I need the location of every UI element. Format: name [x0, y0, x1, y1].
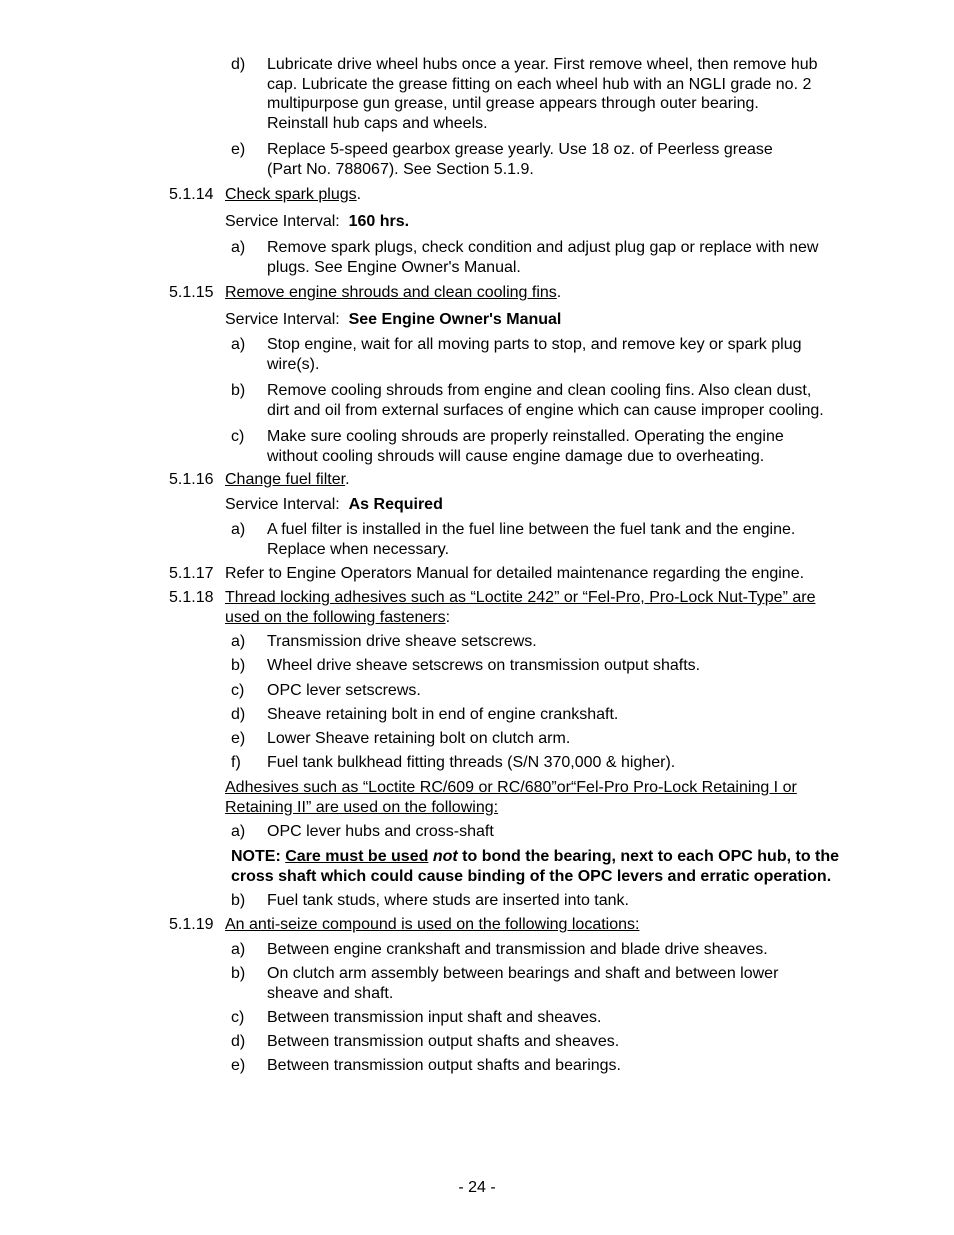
item-label: a) — [231, 521, 246, 538]
item-text: (Part No. 788067). See Section 5.1.9. — [267, 160, 534, 178]
section-number: 5.1.17 — [169, 565, 214, 582]
item-text: plugs. See Engine Owner's Manual. — [267, 258, 521, 276]
subsection-title: Retaining II” are used on the following: — [225, 798, 499, 816]
item-label: b) — [231, 657, 246, 674]
item-text: multipurpose gun grease, until grease appears through outer bearing. — [267, 95, 759, 112]
item-text: Between engine crankshaft and transmission and blade drive sheaves. — [267, 941, 768, 958]
item-text: sheave and shaft. — [267, 984, 394, 1002]
item-text: A fuel filter is installed in the fuel line between the fuel tank and the engine. — [267, 521, 796, 538]
item-label: c) — [231, 428, 245, 445]
subsection-title: Adhesives such as “Loctite RC/609 or RC/680”or“Fel-Pro Pro-Lock Retaining I or — [225, 779, 797, 796]
item-label: f) — [231, 754, 241, 771]
section-title: used on the following fasteners: — [225, 608, 451, 626]
item-label: b) — [231, 892, 246, 909]
item-text: OPC lever hubs and cross-shaft — [267, 823, 494, 840]
section-title: Thread locking adhesives such as “Loctite 242” or “Fel-Pro, Pro-Lock Nut-Type” are — [225, 589, 816, 606]
section-number: 5.1.19 — [169, 916, 214, 933]
service-interval: Service Interval: See Engine Owner's Manual — [225, 311, 562, 328]
section-number: 5.1.15 — [169, 284, 214, 301]
item-label: e) — [231, 141, 246, 158]
item-text: Transmission drive sheave setscrews. — [267, 633, 537, 650]
section-title: Check spark plugs. — [225, 186, 362, 203]
item-text: Replace when necessary. — [267, 540, 450, 558]
item-text: Remove cooling shrouds from engine and clean cooling fins. Also clean dust, — [267, 382, 812, 399]
section-number: 5.1.14 — [169, 186, 214, 203]
item-text: Reinstall hub caps and wheels. — [267, 114, 488, 132]
item-text: Between transmission input shaft and sheaves. — [267, 1009, 602, 1026]
item-text: Lubricate drive wheel hubs once a year. First remove wheel, then remove hub — [267, 56, 818, 73]
item-label: e) — [231, 730, 246, 747]
item-label: a) — [231, 823, 246, 840]
section-title: An anti-seize compound is used on the following locations: — [225, 916, 640, 933]
service-interval: Service Interval: As Required — [225, 496, 443, 513]
note: cross shaft which could cause binding of the OPC levers and erratic operation. — [231, 867, 832, 885]
item-label: b) — [231, 382, 246, 399]
item-text: Stop engine, wait for all moving parts to stop, and remove key or spark plug — [267, 336, 802, 353]
item-text: On clutch arm assembly between bearings and shaft and between lower — [267, 965, 779, 982]
item-label: d) — [231, 56, 246, 73]
item-label: c) — [231, 1009, 245, 1026]
item-text: Fuel tank studs, where studs are inserted into tank. — [267, 892, 629, 909]
item-text: Replace 5-speed gearbox grease yearly. Use 18 oz. of Peerless grease — [267, 141, 773, 158]
item-text: OPC lever setscrews. — [267, 682, 421, 699]
item-text: Make sure cooling shrouds are properly reinstalled. Operating the engine — [267, 428, 784, 445]
section-title: Remove engine shrouds and clean cooling fins. — [225, 284, 562, 301]
item-text: wire(s). — [267, 355, 320, 373]
item-label: d) — [231, 706, 246, 723]
section-number: 5.1.18 — [169, 589, 214, 606]
item-label: e) — [231, 1057, 246, 1074]
item-text: Fuel tank bulkhead fitting threads (S/N 370,000 & higher). — [267, 754, 676, 771]
item-label: a) — [231, 336, 246, 353]
service-interval: Service Interval: 160 hrs. — [225, 213, 410, 230]
section-title: Change fuel filter. — [225, 471, 350, 488]
item-label: b) — [231, 965, 246, 982]
item-text: cap. Lubricate the grease fitting on each wheel hub with an NGLI grade no. 2 — [267, 75, 812, 93]
item-label: d) — [231, 1033, 246, 1050]
item-text: Remove spark plugs, check condition and adjust plug gap or replace with new — [267, 239, 819, 256]
item-text: Lower Sheave retaining bolt on clutch arm. — [267, 730, 571, 747]
item-text: Wheel drive sheave setscrews on transmission output shafts. — [267, 657, 701, 674]
item-label: c) — [231, 682, 245, 699]
item-text: without cooling shrouds will cause engine damage due to overheating. — [267, 447, 765, 465]
item-label: a) — [231, 941, 246, 958]
item-text: Between transmission output shafts and sheaves. — [267, 1033, 620, 1050]
item-label: a) — [231, 633, 246, 650]
item-label: a) — [231, 239, 246, 256]
item-text: Sheave retaining bolt in end of engine crankshaft. — [267, 706, 619, 723]
note: NOTE: Care must be used not to bond the bearing, next to each OPC hub, to the — [231, 848, 840, 865]
item-text: dirt and oil from external surfaces of engine which can cause improper cooling. — [267, 401, 824, 419]
page-number: - 24 - — [458, 1179, 496, 1196]
section-text: Refer to Engine Operators Manual for detailed maintenance regarding the engine. — [225, 565, 805, 582]
section-number: 5.1.16 — [169, 471, 214, 488]
item-text: Between transmission output shafts and bearings. — [267, 1057, 621, 1074]
